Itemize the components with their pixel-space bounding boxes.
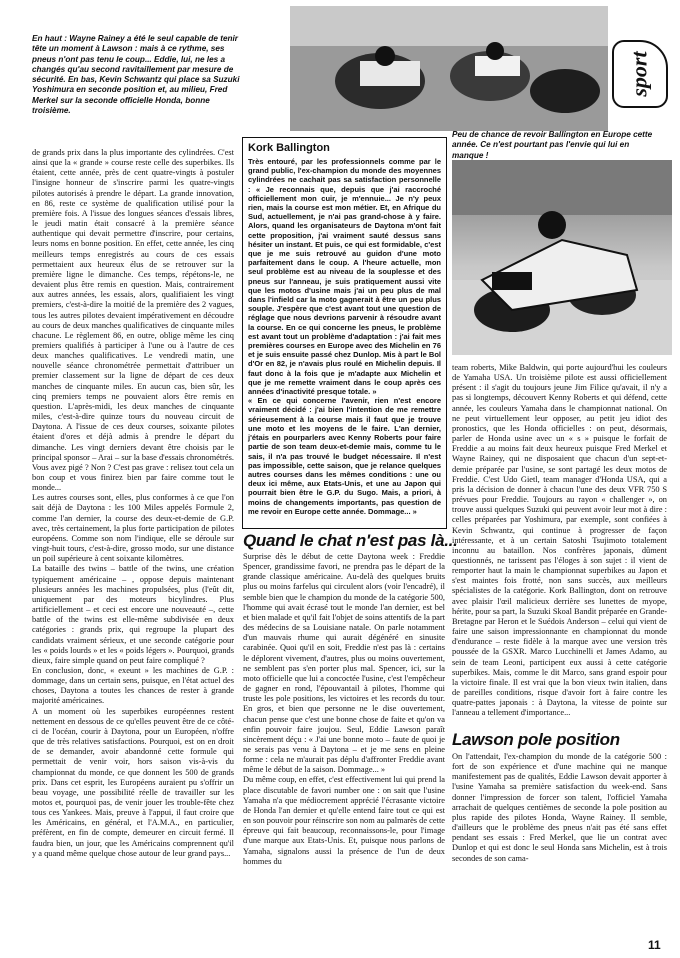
paragraph: « En ce qui concerne l'avenir, rien n'est encore vraiment décidé : j'ai bien l'intention de me remettre sérieusement à la course mais il faut que je trouve une moto et les moyens de le faire. L'an dernier, j'étais en pourparlers avec Kenny Roberts pour faire partie de son team deux-et-demie mais, comme tu le sais, il n'a pas trouvé le budget nécessaire. Il n'est pas impossible, cette saison, que je relance quelques autres courses dans les mêmes conditions : une ou deux ici même, aux Etats-Unis, et une au Japon qui pourrait bien être le G.P. du Sugo. Mais, a priori, à moins de changements importants, pas question de me revoir en Europe cette année. Dommage... » — [248, 396, 441, 516]
headline-quand-le-chat: Quand le chat n'est pas là... — [243, 531, 458, 550]
page-number: 11 — [648, 938, 661, 952]
photo-ballington — [452, 160, 672, 355]
headline-lawson-pole-position: Lawson pole position — [452, 730, 620, 749]
motorcycle-illustration — [452, 160, 672, 355]
paragraph: La bataille des twins – battle of the twins, une création typiquement américaine – , oppose depuis maintenant plusieurs années les machines propulsées, plus (l'eût dit, uniquement par des moteurs bicylindres. Plus artificiellement – et ceci est encore une nouveauté –, cette battle of the twins est elle-même subdivisée en deux catégories : grands prix, qui regroupe la plupart des candidats vraiment sérieux, et une seconde catégorie pour les « poids lourds » et les « poids légers ». Pourquoi, grands dieux, faire simple quand on peut faire compliqué ? — [32, 564, 234, 665]
paragraph: Surprise dès le début de cette Daytona week : Freddie Spencer, grandissime favori, ne prendra pas le départ de la grande classique américaine. Au-delà des quelques bruits plus ou moins farfelus qui circulent alors (voir l'encadré), il semble bien que le champion du monde de la catégorie 500, l'homme qui avait écrasé tout le monde l'an dernier, est bel et bien malade et qu'il fait l'objet de soins attentifs de la part des médecins de sa Louisiane natale. On parle notamment d'un mauvais rhume qui aurait dégénéré en sinusite carabinée. Quoi qu'il en soit, Freddie n'est pas là : certains le déplorent vivement, d'autres, plus ou moins ouvertement, ne semblent pas s'en porter plus mal. Spencer, ici, sur la moto officielle que lui a concoctée l'usine, c'est l'empêcheur de gagner en rond, l'épouvantail à pilotes, l'homme qui truste les pole positions, les victoires et les records du tour. En gros, et bien que personne ne le dise ouvertement, chacun pense que c'est une bonne chose de faite et qu'on va enfin pouvoir faire joujou. Seul, Eddie Lawson paraît sincèrement déçu : « J'ai une bonne moto – faute de quoi je ne serais pas venu à Daytona – et je me sens en pleine forme : cela ne m'aurait pas déplu d'affronter Freddie avant même le début de la saison. Dommage... » — [243, 552, 445, 775]
sport-logo-text: sport — [627, 51, 652, 97]
paragraph: Très entouré, par les professionnels comme par le grand public, l'ex-champion du monde des moyennes cylindrées ne cachait pas sa satisfaction personnelle : « Je reconnais que, depuis que j'ai raccroché officiellement mon cuir, je m'ennuie... Je n'y peux rien, mais la course est mon métier. Et, en Afrique du Sud, actuellement, je n'ai pas grand-chose à y faire. Alors, quand les organisateurs de Daytona m'ont fait cette proposition, j'ai vraiment sauté dessus sans hésiter un instant. Et puis, ce qui est formidable, c'est que je me suis retrouvé au guidon d'une moto parfaitement dans le coup. A l'heure actuelle, mon seul problème est au niveau de la souplesse et des pneus sur l'anneau, je suis pratiquement aussi vite que les motos d'usine mais j'ai un peu plus de mal dans l'infield car la moto gagnerait à être un peu plus souple. J'espère que c'est avant tout une question de réglage que nous devrions parvenir à résoudre avant la course. En ce qui concerne les pneus, le problème est avant tout un problème d'adaptation : j'ai fait mes premières courses en Europe avec des Michelin en 76 et je suis ensuite passé chez Dunlop. Mis à part le Bol d'Or en 82, je n'avais plus roulé en Michelin depuis. Il faut donc à la fois que je m'adapte aux Michelin et que je me remette vraiment dans le coup après ces années d'inactivité presque totale. » — [248, 157, 441, 397]
caption-top: En haut : Wayne Rainey a été le seul capable de tenir tête un moment à Lawson : mais à ce rythme, ses pneus n'ont pas tenu le coup... Eddie, lui, ne les a changés qu'au second ravitaillement par mesure de sécurité. En bas, Kevin Schwantz qui place sa Suzuki Yoshimura en seconde position et, au milieu, Fred Merkel sur la seconde officielle Honda, bonne troisième. — [32, 34, 240, 116]
sidebar-box-ballington — [242, 137, 447, 529]
paragraph: On l'attendait, l'ex-champion du monde de la catégorie 500 : fort de son expérience et d'une machine qui ne manque manifestement pas de qualités, Eddie Lawson devait apporter à l'usine Yamaha sa première satisfaction du week-end. Sans donner l'impression de forcer son talent, l'officiel Yamaha arrachait de quelques centièmes de seconde la pole position au plus rapide des pilotes Honda, Wayne Rainey. Il semble, d'ailleurs que le problème des pneus n'ait pas été sans effet pendant ses essais : Fred Merkel, que lie un contrat avec Dunlop et qui est donc le seul Honda sans Michelin, est à trois secondes de son cama- — [452, 752, 667, 863]
paragraph: de grands prix dans la plus importante des cylindrées. C'est ainsi que la « grande » course reste celle des superbikes. Ils étaient, cette année, près de cent quatre-vingts à postuler l'insigne honneur de s'inscrire parmi les quatre-vingts pilotes autorisés à prendre le départ. La grande innovation, en 86, reste ce système de qualification utilisé pour la première fois. A l'issue des longues séances d'essais libres, le jeudi matin était consacré à la première séance authentique qui devait permettre d'inscrire, pour certains, leurs noms en bonne position. En effet, cette année, les cinq meilleurs temps enregistrés au cours de ces essais permettaient aux heureux élus de se retrouver sur la première ligne le dimanche. Ces temps, répétons-le, ne devaient plus être remis en question. Mais, contrairement aux autres années, les essais, alors, qualifiaient les vingt premiers, c'est-à-dire la moitié de la première des 2 vagues, tous les autres pilotes devaient impérativement en découdre au cours de deux manches qualificatives de cinquante miles chacune. Le règlement 86, en outre, oblige même les cinq premiers qualifiés à participer à l'une ou à l'autre de ces deux manches qualificatives. Le vendredi matin, une nouvelle séance chronométrée permettait d'attribuer un premier classement sur la ligne de départ de ces deux manches de cinquante miles. En aucun cas, bien sûr, les cinq premiers temps ne pouvaient alors être remis en question. L'après-midi, les deux manches de cinquante miles, c'est-à-dire quinze tours du nouveau circuit de Daytona. A l'issue de ces deux courses, soixante pilotes étaient d'ores et déjà admis à prendre le départ du dimanche. Les vingt derniers devant être choisis par le principal sponsor – Arai – sur la base d'essais chronométrés. Vous avez pigé ? Non ? C'est pas grave : relisez tout cela un bon coup et vous finirez bien par faire comme tout le monde... — [32, 148, 234, 493]
paragraph: team roberts, Mike Baldwin, qui porte aujourd'hui les couleurs de Yamaha USA. Un troisième pilote est aussi officiellement présent : il s'agit du toujours jeune Jim Filice qu'avait, il n'y a pas si longtemps, découvert Kenny Roberts et qui défend, cette année, les couleurs Yamaha dans le championnat national. On ne peut virtuellement leur opposer, au petit jeu idiot des pronostics, que les Honda officielles : on peut, désormais, parler de Honda usine avec un « s » puisque le forfait de Freddie a au moins fait deux heureux puisque Fred Merkel et Wayne Rainey, qui ne disposaient que chacun d'un sept-et-demie préparée par l'usine, se sont partagé les deux motos de Freddie. C'est Udo Gietl, team manager d'Honda USA, qui a pris la décision de donner à chacun l'une des deux VFR 750 S prévues pour Freddie. Toujours au rayon « challenger », on trouve aussi quelques Suzuki qui peuvent avoir leur mot à dire : celles préparées par Yoshimura, par exemple, sont confiées à Kevin Schwantz, qui continue à progresser de façon intéressante, et à un certain Satoshi Tsujimoto totalement inconnu au bataillon. Nos confrères japonais, dûment questionnés, ne tarissent pas l'éloges à son sujet : il vient de remporter haut la main le championnat superbikes au Japon et s'est maintes fois frotté, non sans succès, aux meilleurs spécialistes de la catégorie. Kork Ballington, dont on retrouve avec plaisir l'œil malicieux derrière ses lunettes de myope, hérite, pour sa part, la Suzuki Skoal Bandit préparée en Grande-Bretagne par Heron et le Suédois Anderson – celui qui vient de faire une saison impressionnante en championnat du monde d'endurance – reste fidèle à la marque avec une version très poussée de la GSXR. Marco Lucchinelli et James Adamo, au sein de team Leoni, participent eux aussi à cette catégorie superbikes. Mais, comme le dit Marco, sans grand espoir pour la victoire finale. Il est vrai que la bon vieux twin italien, dans de pareilles conditions, risque d'avoir fort à faire contre les quatre-pattes japonais : à Daytona, la vitesse de pointe sur l'anneau a tellement d'importance... — [452, 363, 667, 718]
racers-illustration — [290, 6, 608, 131]
photo-race-top — [290, 6, 608, 131]
article-column-1 — [32, 148, 234, 859]
caption-right: Peu de chance de revoir Ballington en Europe cette année. Ce n'est pourtant pas l'envie qui lui en manque ! — [452, 130, 653, 160]
paragraph: Les autres courses sont, elles, plus conformes à ce que l'on sait déjà de Daytona : les 100 Miles appelés Formule 2, comme l'an dernier, la course des deux-et-demie de G.P. avec, très certainement, la plus forte participation de pilotes européens. Comme son nom l'indique, elle se déroule sur vingt-huit tours, c'est-à-dire, grosso modo, sur une distance un poil supérieure à cent soixante kilomètres. — [32, 493, 234, 564]
paragraph: En conclusion, donc, « exeunt » les machines de G.P. : dommage, dans un certain sens, puisque, en l'état actuel des choses, Daytona a toutes les chances de rester à grande majorité américaines. — [32, 665, 234, 706]
sidebar-box-body — [248, 157, 441, 516]
article-column-2 — [243, 552, 445, 867]
sport-section-logo — [612, 40, 668, 108]
paragraph: Du même coup, en effet, c'est effectivement lui qui prend la place discutable de favori number one : on sait que l'usine Yamaha n'a que médiocrement apprécié l'écrasante victoire de Honda l'an dernier et qu'elle entend faire tout ce qui est en son pouvoir pour réinscrire son nom au palmarès de cette épreuve qui fait beaucoup, reconnaissons-le, pour l'image d'une marque aux Etats-Unis. Et, puisque nous parlons de Yamaha, signalons aussi la présence de l'un de deux hommes du — [243, 775, 445, 866]
sidebar-box-title: Kork Ballington — [248, 142, 330, 154]
article-column-3-lawson — [452, 752, 667, 864]
paragraph: A un moment où les superbikes européennes restent nettement en dessous de ce qu'elles peuvent être de ce côté-ci de l'océan, courir à Daytona, pour un Européen, n'offre que de très relatives satisfactions. Pourquoi, est on en droit de se demander, avoir abandonné cette formule qui permettait de venir voir, hors saison vis-à-vis du championnat du monde, ce que donnent les 500 de grands prix. Dans cet esprit, les Européens auraient pu s'offrir un beau voyage, une possibilité réelle de travailler sur les motos et, pourquoi pas, de venir jouer les trouble-fête chez tous ces Yankees. Mais, preuve à l'appui, il faut croire que les Américains, en général, et l'A.M.A., en particulier, préfèrent, en fin de compte, demeurer en circuit fermé. Il faudra bien, un jour, que les Américains comprennent qu'il y a quand même quelque chose autour de leur grand pays... — [32, 706, 234, 858]
article-column-3 — [452, 363, 667, 718]
